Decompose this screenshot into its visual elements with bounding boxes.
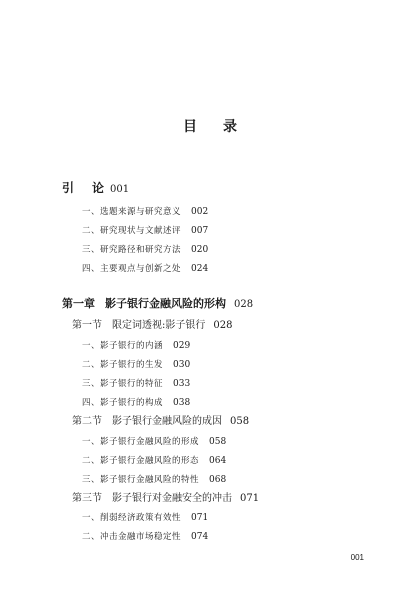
toc-intro-entry[interactable]	[62, 181, 129, 197]
toc-item-page: 058	[209, 437, 227, 447]
toc-item[interactable]	[82, 435, 226, 449]
toc-item-text: 二、冲击金融市场稳定性	[82, 532, 182, 542]
section-title: 限定词透视:影子银行	[112, 320, 206, 331]
toc-item-page: 033	[173, 379, 191, 389]
toc-item-page: 029	[173, 341, 191, 351]
section-title: 影子银行对金融安全的冲击	[112, 493, 232, 504]
toc-item-page: 071	[191, 513, 209, 523]
section-label: 第一节	[72, 320, 102, 331]
section-label: 第三节	[72, 493, 102, 504]
toc-item-text: 四、主要观点与创新之处	[82, 264, 182, 274]
toc-item-text: 一、影子银行金融风险的形成	[82, 437, 200, 447]
toc-item[interactable]	[82, 377, 190, 391]
toc-section-1[interactable]	[72, 319, 232, 333]
page-number: 001	[350, 553, 364, 562]
toc-item-text: 二、研究现状与文献述评	[82, 226, 182, 236]
toc-item-text: 二、影子银行的生发	[82, 360, 164, 370]
intro-label-b: 论	[92, 181, 105, 195]
toc-item-text: 三、研究路径和研究方法	[82, 245, 182, 255]
section-page: 028	[213, 320, 233, 331]
toc-item-page: 030	[173, 360, 191, 370]
toc-item[interactable]	[82, 396, 190, 410]
toc-section-3[interactable]	[72, 492, 259, 506]
toc-item[interactable]	[82, 205, 208, 219]
toc-item-text: 一、选题来源与研究意义	[82, 207, 182, 217]
toc-item[interactable]	[82, 358, 190, 372]
section-title: 影子银行金融风险的成因	[112, 416, 222, 427]
chapter-label: 第一章	[62, 297, 95, 310]
toc-item[interactable]	[82, 262, 208, 276]
toc-item[interactable]	[82, 473, 226, 487]
toc-title-char-2: 录	[223, 119, 237, 135]
toc-item-text: 四、影子银行的构成	[82, 398, 164, 408]
toc-item-text: 三、影子银行的特征	[82, 379, 164, 389]
toc-title-char-1: 目	[183, 119, 197, 135]
toc-item-page: 020	[191, 245, 209, 255]
toc-item-text: 一、影子银行的内涵	[82, 341, 164, 351]
toc-item-page: 064	[209, 456, 227, 466]
toc-item-text: 一、削弱经济政策有效性	[82, 513, 182, 523]
toc-title	[0, 116, 420, 136]
toc-item[interactable]	[82, 454, 226, 468]
toc-chapter-1[interactable]	[62, 297, 253, 312]
toc-item-page: 007	[191, 226, 209, 236]
toc-item-page: 068	[209, 475, 227, 485]
chapter-title: 影子银行金融风险的形构	[105, 297, 226, 310]
toc-item[interactable]	[82, 339, 190, 353]
toc-item[interactable]	[82, 243, 208, 257]
intro-page: 001	[110, 184, 130, 195]
toc-item[interactable]	[82, 224, 208, 238]
toc-item[interactable]	[82, 530, 208, 544]
chapter-page: 028	[234, 299, 254, 310]
toc-item-text: 三、影子银行金融风险的特性	[82, 475, 200, 485]
toc-item-text: 二、影子银行金融风险的形态	[82, 456, 200, 466]
toc-item-page: 002	[191, 207, 209, 217]
toc-item-page: 074	[191, 532, 209, 542]
section-label: 第二节	[72, 416, 102, 427]
section-page: 058	[230, 416, 250, 427]
toc-item[interactable]	[82, 511, 208, 525]
toc-section-2[interactable]	[72, 415, 249, 429]
toc-item-page: 024	[191, 264, 209, 274]
toc-item-page: 038	[173, 398, 191, 408]
intro-label-a: 引	[62, 181, 75, 195]
section-page: 071	[240, 493, 260, 504]
